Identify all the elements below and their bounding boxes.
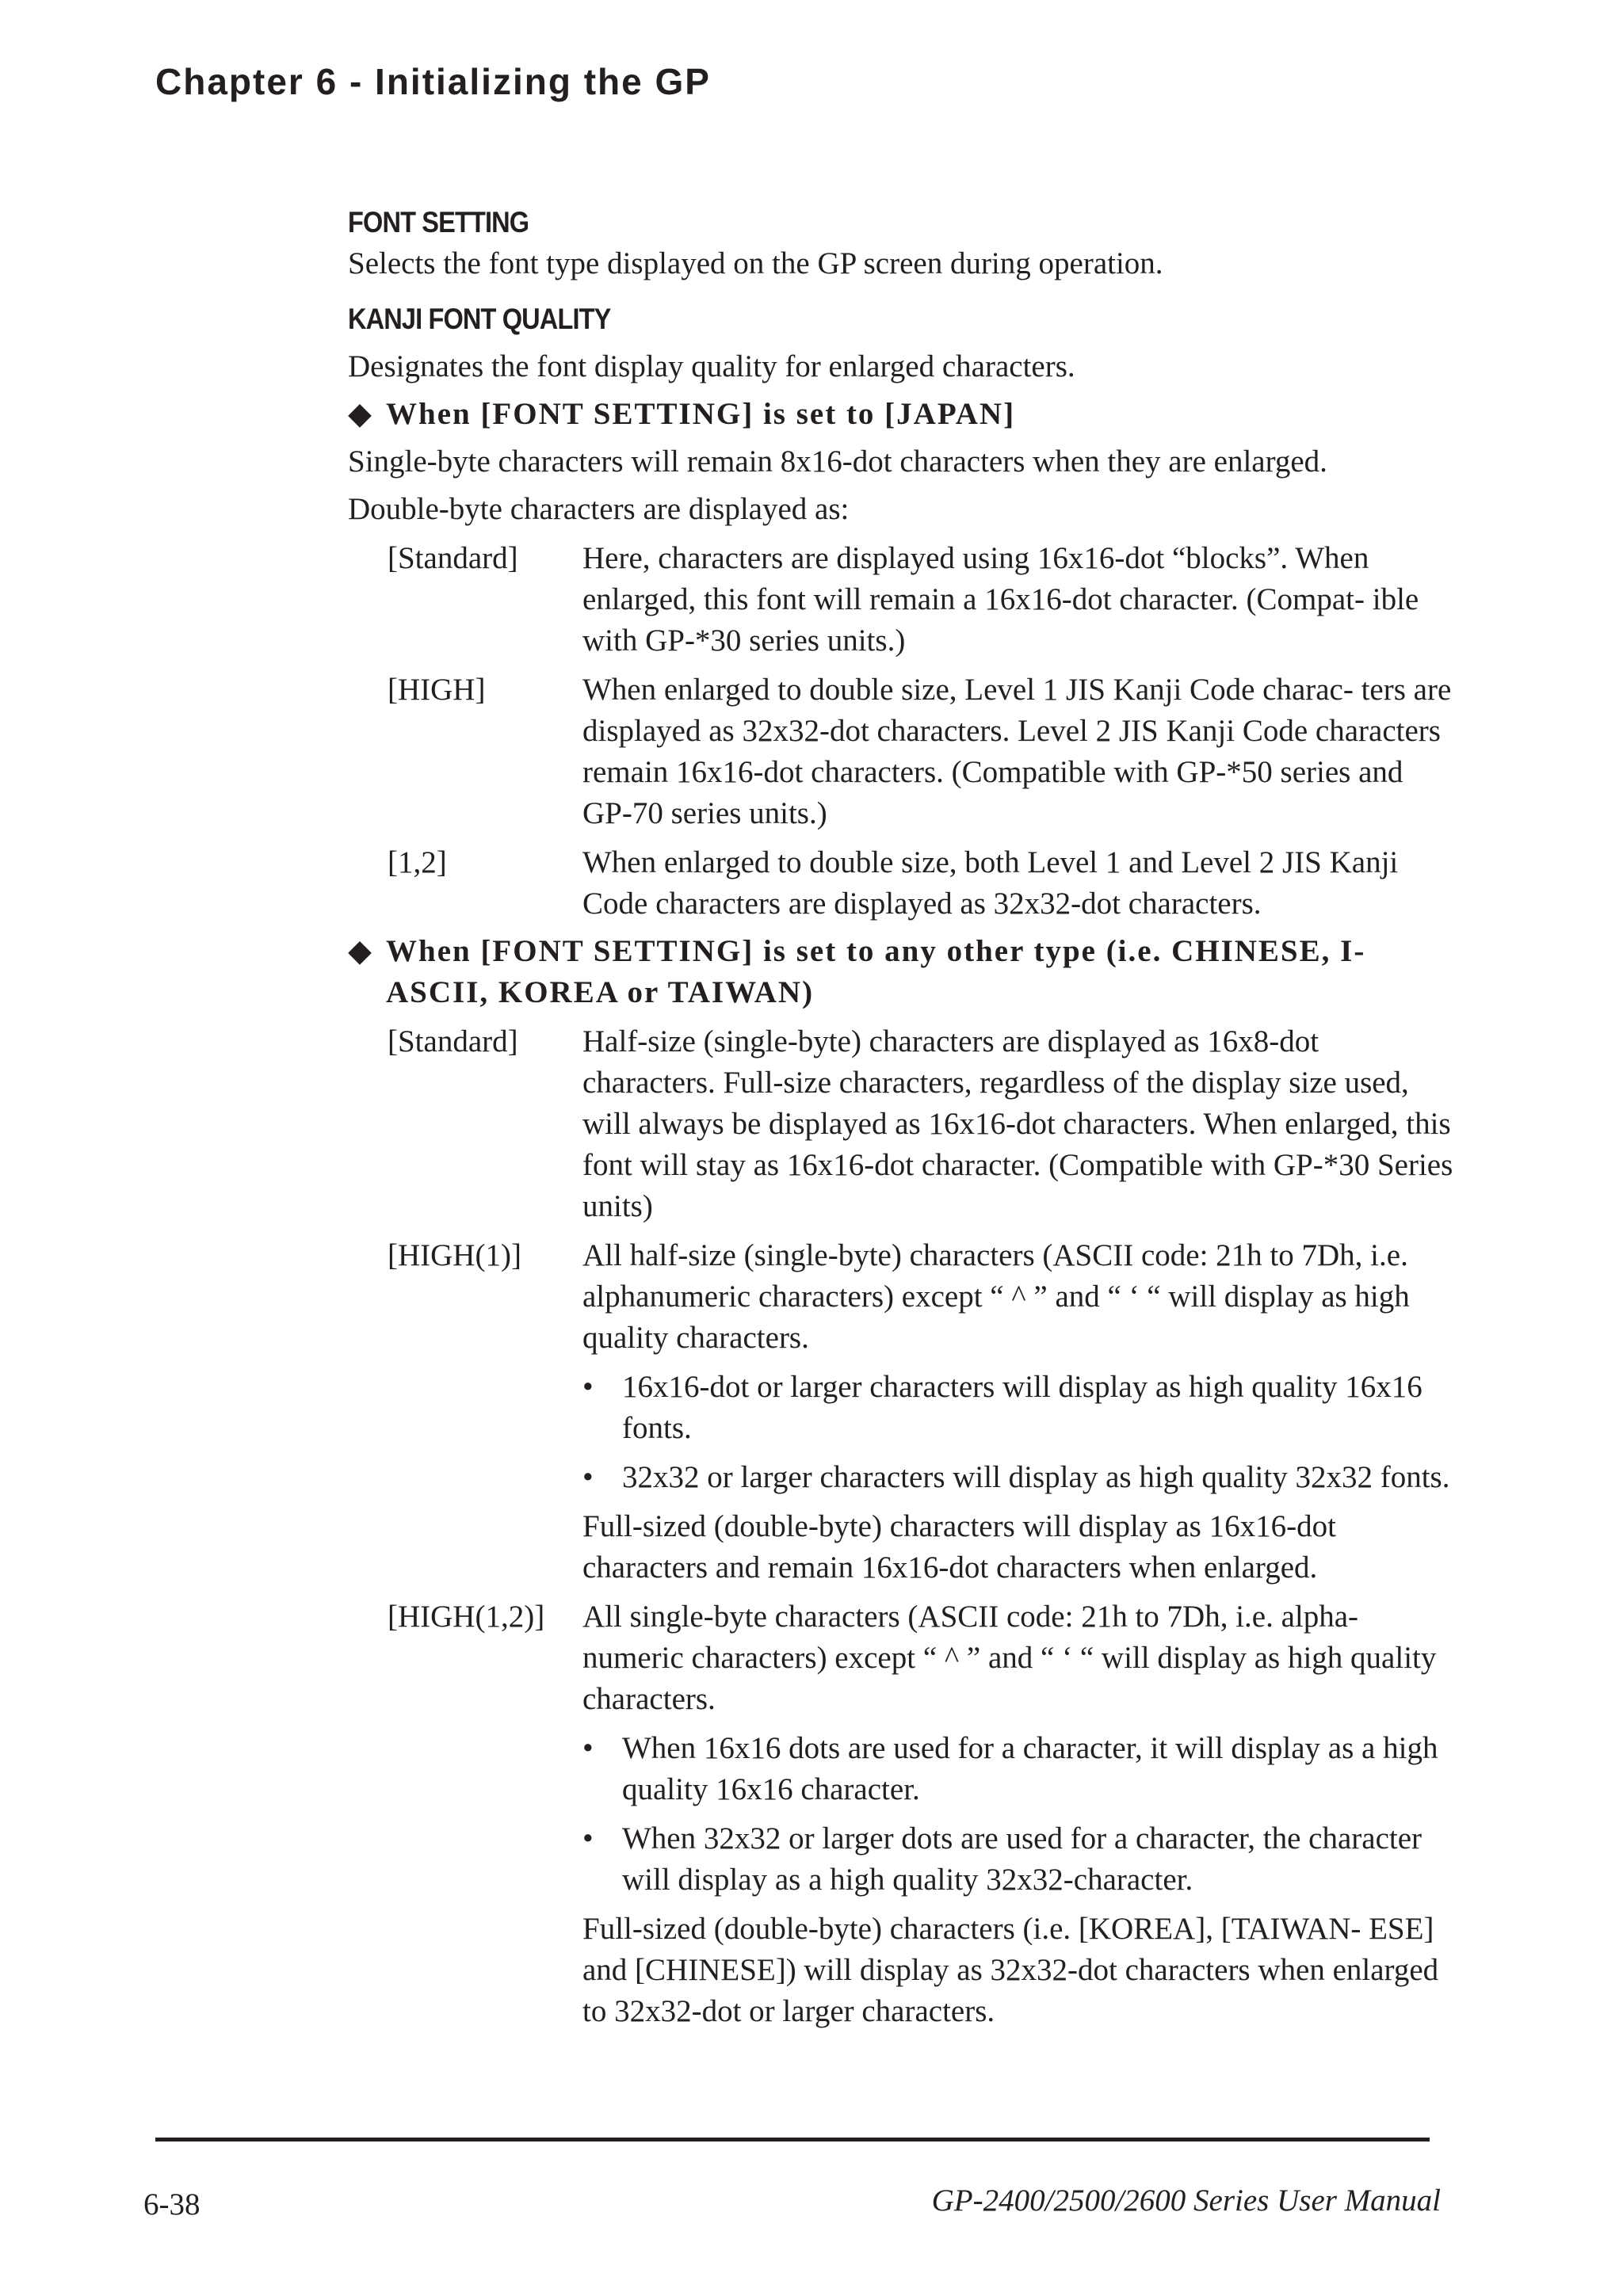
definition-term: [HIGH(1,2)]: [388, 1600, 545, 1634]
list-item-text: When 16x16 dots are used for a character, it will display as a high quality 16x16 character.: [622, 1731, 1438, 1806]
list-item-text: 16x16-dot or larger characters will display as high quality 16x16 fonts.: [622, 1370, 1423, 1445]
definition-row: [348, 1021, 1457, 1227]
page-content: [348, 202, 1457, 2032]
list-item-text: When 32x32 or larger dots are used for a character, the character will display as a high quality 32x32-character.: [622, 1821, 1423, 1897]
manual-title: GP-2400/2500/2600 Series User Manual: [931, 2183, 1441, 2218]
list-item-text: 32x32 or larger characters will display as high quality 32x32 fonts.: [622, 1460, 1450, 1494]
definition-term: [HIGH]: [388, 673, 486, 707]
definition-desc: All single-byte characters (ASCII code: 21h to 7Dh, i.e. alpha- numeric characters) except “ ^ ” and “ ‘ “ will display as high quality characters.: [582, 1600, 1437, 1716]
diamond-bullet-icon: ◆: [348, 397, 373, 431]
japan-line-2: Double-byte characters are displayed as:: [348, 492, 850, 526]
definition-row: [348, 1235, 1457, 1589]
page-number: 6-38: [143, 2187, 200, 2222]
definition-desc: When enlarged to double size, both Level 1 and Level 2 JIS Kanji Code characters are displayed as 32x32-dot characters.: [582, 845, 1399, 921]
bullet-icon: •: [582, 1821, 594, 1855]
other-section-heading: [348, 931, 1448, 1013]
japan-section-heading-text: When [FONT SETTING] is set to [JAPAN]: [386, 397, 1016, 431]
definition-row: [348, 669, 1457, 834]
definition-term: [1,2]: [388, 845, 447, 879]
kanji-font-quality-heading: KANJI FONT QUALITY: [348, 303, 611, 335]
definition-desc: All half-size (single-byte) characters (ASCII code: 21h to 7Dh, i.e. alphanumeric characters) except “ ^ ” and “ ‘ “ will display as high quality characters.: [582, 1238, 1410, 1355]
font-setting-text: Selects the font type displayed on the GP screen during operation.: [348, 246, 1163, 280]
definition-desc: Here, characters are displayed using 16x16-dot “blocks”. When enlarged, this font will remain a 16x16-dot character. (Compat- ible with GP-*30 series units.): [582, 541, 1419, 658]
list-item: [582, 1367, 1454, 1449]
font-setting-heading: FONT SETTING: [348, 206, 529, 238]
definition-desc: Half-size (single-byte) characters are displayed as 16x8-dot characters. Full-size characters, regardless of the display size used, will always be displayed as 16x16-dot characters. When enlarged, this font will stay as 16x16-dot character. (Compatible with GP-*30 Series units): [582, 1024, 1453, 1223]
definition-term: [Standard]: [388, 1024, 518, 1058]
definition-note: Full-sized (double-byte) characters (i.e. [KOREA], [TAIWAN- ESE] and [CHINESE]) will display as 32x32-dot characters when enlarged to 32x32-dot or larger characters.: [582, 1912, 1439, 2028]
bullet-icon: •: [582, 1731, 594, 1765]
list-item: [582, 1728, 1454, 1810]
diamond-bullet-icon: ◆: [348, 934, 373, 968]
kanji-font-quality-text: Designates the font display quality for enlarged characters.: [348, 349, 1075, 383]
definition-term: [Standard]: [388, 541, 518, 575]
definition-desc-block: [582, 1235, 1454, 1589]
footer-divider: [155, 2138, 1430, 2142]
list-item: [582, 1818, 1454, 1901]
definition-row: [348, 842, 1457, 925]
japan-line-1: Single-byte characters will remain 8x16-dot characters when they are enlarged.: [348, 444, 1327, 479]
other-section-heading-text: When [FONT SETTING] is set to any other type (i.e. CHINESE, I- ASCII, KOREA or TAIWAN): [386, 934, 1366, 1009]
bullet-icon: •: [582, 1370, 594, 1404]
definition-note: Full-sized (double-byte) characters will display as 16x16-dot characters and remain 16x16-dot characters when enlarged.: [582, 1509, 1336, 1585]
japan-section-heading: [348, 394, 1448, 435]
chapter-title: Chapter 6 - Initializing the GP: [155, 61, 711, 102]
definition-term: [HIGH(1)]: [388, 1238, 521, 1272]
definition-row: [348, 538, 1457, 662]
definition-row: [348, 1596, 1457, 2032]
definition-desc: When enlarged to double size, Level 1 JIS Kanji Code charac- ters are displayed as 32x32-dot characters. Level 2 JIS Kanji Code characters remain 16x16-dot characters. (Compatible with GP-*50 series and GP-70 series units.): [582, 673, 1452, 830]
definition-desc-block: [582, 1596, 1454, 2032]
bullet-icon: •: [582, 1460, 594, 1494]
list-item: [582, 1457, 1454, 1498]
